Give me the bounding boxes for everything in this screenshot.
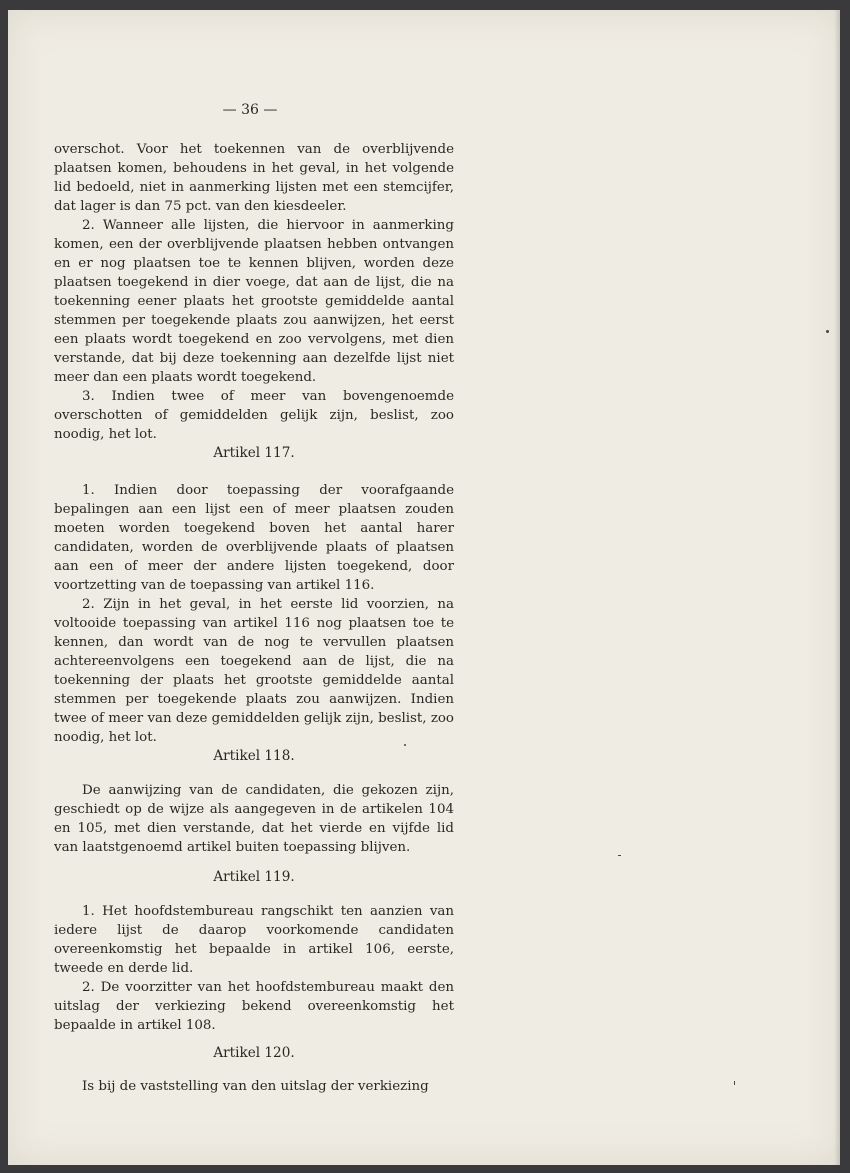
paragraph: Is bij de vaststelling van den uitslag der verkiezing [82,1079,429,1094]
paper-speck [404,744,406,746]
paper-speck [618,855,621,856]
article-heading-120: Artikel 120. [213,1045,295,1061]
article-heading-118: Artikel 118. [213,748,295,764]
paragraph: 2. Wanneer alle lijsten, die hiervoor in aanmerking komen, een der overblijvende plaatsen hebben ontvangen en er nog plaatsen toe te kennen blijven, worden deze plaatsen toegekend in dier voege, dat aan de lijst, die na toekenning eener plaats het grootste gemiddelde aantal stemmen per toegekende plaats zou aanwijzen, het eerst een plaats wordt toegekend en zoo vervolgens, met dien verstande, dat bij deze toekenning aan dezelfde lijst niet meer dan een plaats wordt toegekend. [54,218,454,385]
article-117-text [54,481,454,747]
article-119-text [54,902,454,1035]
paragraph: 1. Indien door toepassing der voorafgaande bepalingen aan een lijst een of meer plaatsen zouden moeten worden toegekend boven het aantal harer candidaten, worden de overblijvende plaats of plaatsen aan een of meer der andere lijsten toegekend, door voortzetting van de toepassing van artikel 116. [54,483,454,593]
article-heading-119: Artikel 119. [213,869,295,885]
intro-text [54,140,454,444]
article-120-text [54,1077,454,1096]
paragraph: 2. De voorzitter van het hoofdstembureau maakt den uitslag der verkiezing bekend overeenkomstig het bepaalde in artikel 108. [54,980,454,1033]
paragraph: De aanwijzing van de candidaten, die gekozen zijn, geschiedt op de wijze als aangegeven in de artikelen 104 en 105, met dien verstande, dat het vierde en vijfde lid van laatstgenoemd artikel buiten toepassing blijven. [54,783,454,855]
page-number: — 36 — [222,102,278,118]
article-118-text [54,781,454,857]
page-edge-shadow [834,10,840,1165]
paper-speck [734,1081,735,1085]
paragraph: 3. Indien twee of meer van bovengenoemde overschotten of gemiddelden gelijk zijn, beslist, zoo noodig, het lot. [54,389,454,442]
paragraph: overschot. Voor het toekennen van de overblijvende plaatsen komen, behoudens in het geval, in het volgende lid bedoeld, niet in aanmerking lijsten met een stemcijfer, dat lager is dan 75 pct. van den kiesdeeler. [54,142,454,214]
paper-speck [826,330,829,333]
paragraph: 2. Zijn in het geval, in het eerste lid voorzien, na voltooide toepassing van artikel 116 nog plaatsen toe te kennen, dan wordt van de nog te vervullen plaatsen achtereenvolgens een toegekend aan de lijst, die na toekenning der plaats het grootste gemiddelde aantal stemmen per toegekende plaats zou aanwijzen. Indien twee of meer van deze gemiddelden gelijk zijn, beslist, zoo noodig, het lot. [54,597,454,745]
article-heading-117: Artikel 117. [213,445,295,461]
paragraph: 1. Het hoofdstembureau rangschikt ten aanzien van iedere lijst de daarop voorkomende candidaten overeenkomstig het bepaalde in artikel 106, eerste, tweede en derde lid. [54,904,454,976]
